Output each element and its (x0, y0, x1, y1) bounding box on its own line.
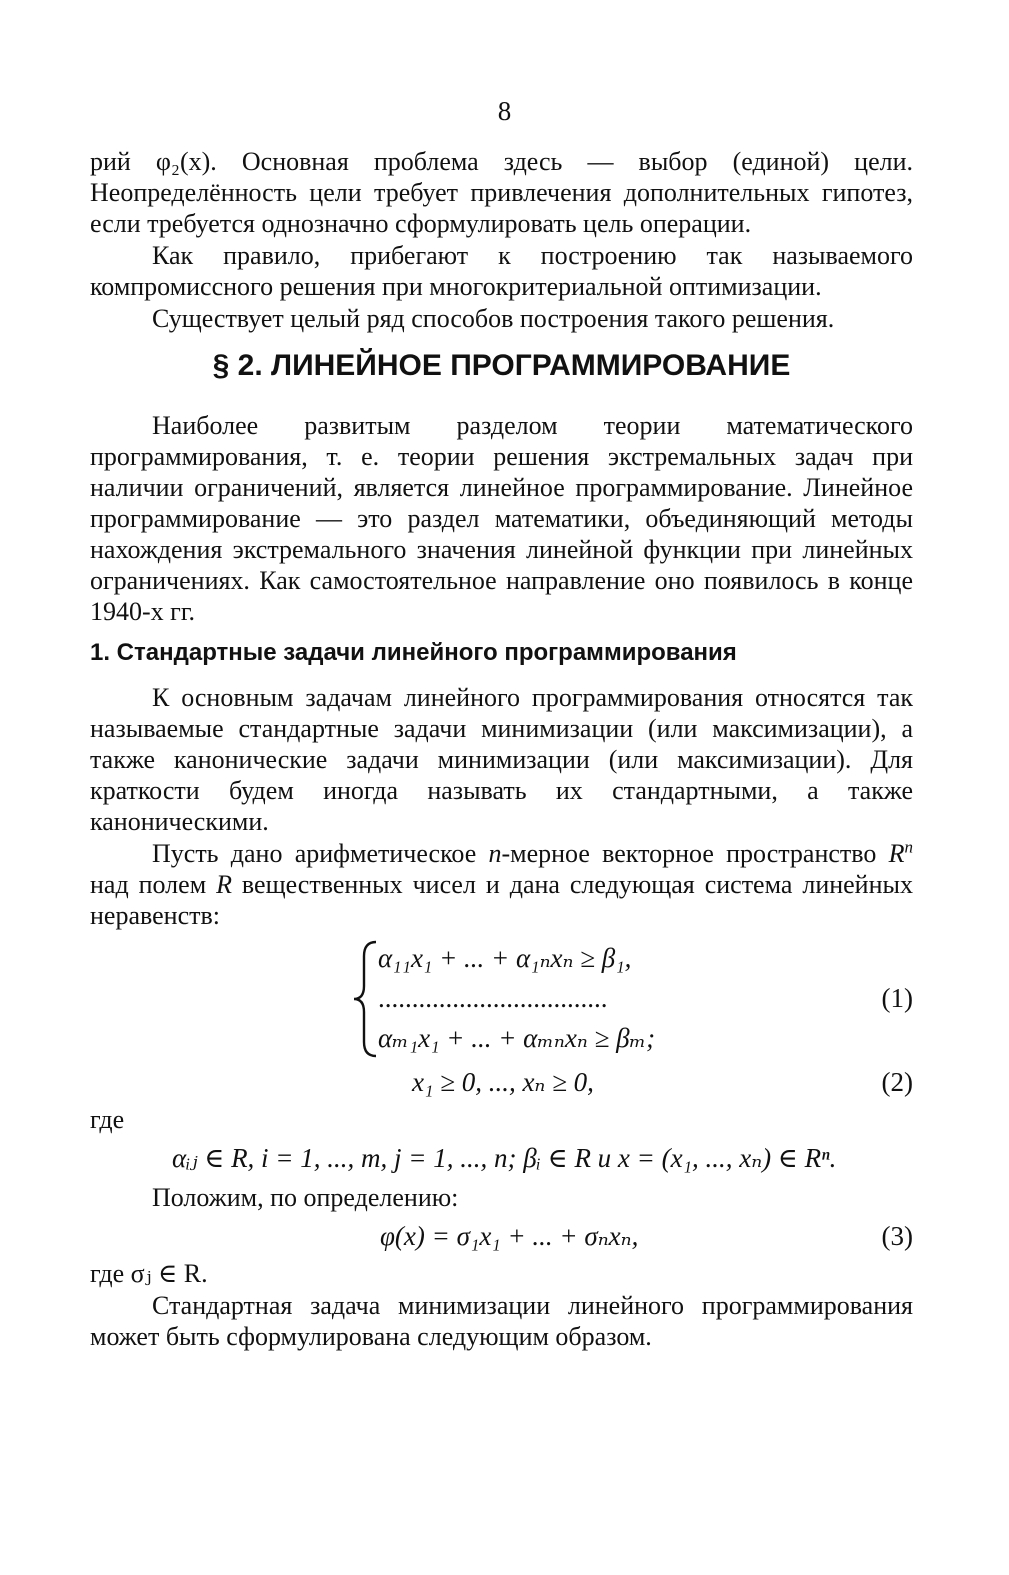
objective-function: φ(x) = σ₁x₁ + ... + σₙxₙ, (380, 1221, 639, 1251)
definition-intro: Положим, по определению: (152, 1183, 459, 1212)
paragraph-intro: Наиболее развитым разделом теории математического программирования, т. е. теории решения экстремальных задач при наличии ограничений, является линейное программирование. Линейное программирование — это раздел математики, объединяющий методы нахождения экстремального значения линейной функции при линейных ограничениях. Как самостоятельное направление оно появилось в конце 1940-х гг. (90, 411, 913, 626)
paragraph-minimization: Стандартная задача минимизации линейного программирования может быть сформулирована следующим образом. (90, 1291, 913, 1351)
where-label: где (90, 1105, 125, 1134)
page-number: 8 (497, 96, 512, 126)
system-brace (350, 938, 380, 1060)
inequality-row-dots: .................................. (378, 983, 608, 1013)
paragraph-compromise: Как правило, прибегают к построению так называемого компромиссного решения при многокритериальной оптимизации. (90, 241, 913, 301)
subsection-heading: 1. Стандартные задачи линейного программирования (90, 639, 737, 666)
inequality-row-m: αₘ₁x₁ + ... + αₘₙxₙ ≥ βₘ; (378, 1023, 656, 1053)
paragraph-methods: Существует целый ряд способов построения такого решения. (152, 304, 835, 333)
equation-number-1: (1) (881, 983, 913, 1013)
paragraph-vector-space: Пусть дано арифметическое n-мерное векторное пространство $R^n$ над полем R вещественных чисел и дана следующая система линейных неравенств: (90, 837, 913, 930)
nonnegativity-constraints: x₁ ≥ 0, ..., xₙ ≥ 0, (412, 1067, 594, 1097)
equation-number-3: (3) (881, 1221, 913, 1251)
sigma-condition: где σⱼ ∈ R. (90, 1259, 208, 1288)
inequality-row-1: α₁₁x₁ + ... + α₁ₙxₙ ≥ β₁, (378, 943, 632, 973)
section-heading: § 2. ЛИНЕЙНОЕ ПРОГРАММИРОВАНИЕ (212, 349, 791, 382)
paragraph-standard-tasks: К основным задачам линейного программирования относятся так называемые стандартные задачи минимизации (или максимизации), а также канонические задачи минимизации (или максимизации). Для краткости будем иногда называть их стандартными, а также каноническими. (90, 683, 913, 836)
paragraph-top: рий φ₂(x). Основная проблема здесь — выбор (единой) цели. Неопределённость цели требует привлечения дополнительных гипотез, если требуется однозначно сформулировать цель операции. (90, 147, 913, 238)
equation-number-2: (2) (881, 1067, 913, 1097)
conditions-line: αᵢⱼ ∈ R, i = 1, ..., m, j = 1, ..., n; βᵢ ∈ R и x = (x₁, ..., xₙ) ∈ Rⁿ. (172, 1143, 837, 1173)
